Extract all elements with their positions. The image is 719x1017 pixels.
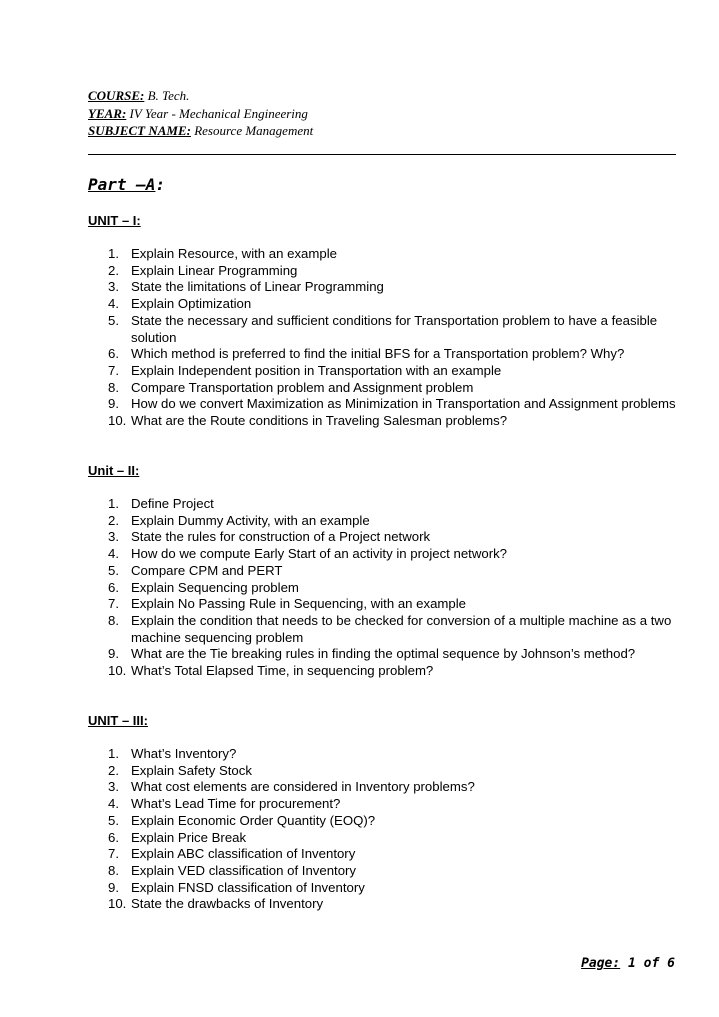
list-item xyxy=(88,663,688,680)
question-text: What are the Route conditions in Traveling Salesman problems? xyxy=(131,413,508,429)
item-number: 4. xyxy=(108,296,119,312)
item-number: 6. xyxy=(108,579,119,595)
question-text: Explain FNSD classification of Inventory xyxy=(131,879,365,895)
year-label: YEAR: xyxy=(88,105,127,121)
page-footer xyxy=(581,956,675,971)
list-item xyxy=(88,346,688,363)
item-number: 4. xyxy=(108,546,119,562)
part-heading-label: Part –A xyxy=(88,175,156,194)
list-item xyxy=(88,896,688,913)
list-item xyxy=(88,413,688,430)
list-item xyxy=(88,779,688,796)
question-text: Explain Price Break xyxy=(131,829,247,845)
unit-heading-3: UNIT – III: xyxy=(88,713,148,728)
list-item xyxy=(88,863,688,880)
course-line xyxy=(88,87,313,105)
item-number: 10. xyxy=(108,413,127,429)
list-item xyxy=(88,563,688,580)
list-item xyxy=(88,546,688,563)
item-number: 5. xyxy=(108,312,119,328)
list-item xyxy=(88,363,688,380)
list-item xyxy=(88,263,688,280)
item-number: 10. xyxy=(108,663,127,679)
question-text: Explain Resource, with an example xyxy=(131,246,337,261)
list-item xyxy=(88,746,688,763)
list-item xyxy=(88,246,688,263)
question-text: Compare Transportation problem and Assignment problem xyxy=(131,379,474,395)
question-text: How do we convert Maximization as Minimization in Transportation and Assignment problems xyxy=(131,396,676,412)
question-text: State the necessary and sufficient conditions for Transportation problem to have a feasible solution xyxy=(131,312,658,345)
year-value: IV Year - Mechanical Engineering xyxy=(126,105,308,121)
list-item xyxy=(88,496,688,513)
question-text: Define Project xyxy=(131,496,214,511)
question-text: Explain Dummy Activity, with an example xyxy=(131,512,370,528)
question-text: Explain Safety Stock xyxy=(131,762,252,778)
item-number: 1. xyxy=(108,496,119,511)
course-header xyxy=(88,87,313,140)
item-number: 3. xyxy=(108,279,119,295)
page-number: 1 of 6 xyxy=(620,956,675,971)
question-text: State the rules for construction of a Project network xyxy=(131,529,431,545)
question-text: Explain VED classification of Inventory xyxy=(131,862,357,878)
header-divider xyxy=(88,154,676,155)
unit-2-questions xyxy=(88,496,688,680)
item-number: 2. xyxy=(108,262,119,278)
item-number: 8. xyxy=(108,862,119,878)
item-number: 8. xyxy=(108,379,119,395)
part-heading xyxy=(88,175,165,194)
question-text: How do we compute Early Start of an activity in project network? xyxy=(131,546,508,562)
item-number: 1. xyxy=(108,746,119,761)
unit-heading-2: Unit – II: xyxy=(88,463,140,478)
list-item xyxy=(88,646,688,663)
question-text: What’s Inventory? xyxy=(131,746,237,761)
question-text: Explain Independent position in Transportation with an example xyxy=(131,362,502,378)
item-number: 6. xyxy=(108,346,119,362)
item-number: 10. xyxy=(108,896,127,912)
question-text: Explain Economic Order Quantity (EOQ)? xyxy=(131,812,376,828)
item-number: 2. xyxy=(108,512,119,528)
question-text: Explain Linear Programming xyxy=(131,262,298,278)
question-text: What are the Tie breaking rules in finding the optimal sequence by Johnson’s method? xyxy=(131,646,636,662)
item-number: 7. xyxy=(108,846,119,862)
question-text: What’s Lead Time for procurement? xyxy=(131,796,341,812)
item-number: 9. xyxy=(108,646,119,662)
question-text: Explain Optimization xyxy=(131,296,252,312)
subject-label: SUBJECT NAME: xyxy=(88,123,191,138)
item-number: 3. xyxy=(108,779,119,795)
item-number: 3. xyxy=(108,529,119,545)
question-text: Which method is preferred to find the initial BFS for a Transportation problem? Why? xyxy=(131,346,625,362)
question-text: State the limitations of Linear Programming xyxy=(131,279,384,295)
course-value: B. Tech. xyxy=(144,88,190,103)
question-text: Explain No Passing Rule in Sequencing, with an example xyxy=(131,596,467,612)
list-item xyxy=(88,796,688,813)
question-text: What’s Total Elapsed Time, in sequencing problem? xyxy=(131,663,434,679)
question-text: Explain the condition that needs to be checked for conversion of a multiple machine as a two machine sequencing problem xyxy=(131,612,672,645)
list-item xyxy=(88,513,688,530)
item-number: 5. xyxy=(108,812,119,828)
item-number: 9. xyxy=(108,879,119,895)
question-text: Explain Sequencing problem xyxy=(131,579,299,595)
course-label: COURSE: xyxy=(88,88,145,103)
unit-heading-1: UNIT – I: xyxy=(88,213,141,228)
list-item xyxy=(88,763,688,780)
unit-3-questions xyxy=(88,746,688,913)
item-number: 7. xyxy=(108,362,119,378)
question-text: State the drawbacks of Inventory xyxy=(131,896,324,912)
item-number: 1. xyxy=(108,246,119,261)
subject-value: Resource Management xyxy=(190,123,314,138)
list-item xyxy=(88,613,688,646)
part-heading-colon: : xyxy=(155,175,166,194)
subject-line xyxy=(88,122,313,140)
list-item xyxy=(88,380,688,397)
page-label: Page: xyxy=(581,956,621,971)
item-number: 7. xyxy=(108,596,119,612)
list-item xyxy=(88,529,688,546)
list-item xyxy=(88,846,688,863)
question-text: What cost elements are considered in Inventory problems? xyxy=(131,779,475,795)
list-item xyxy=(88,279,688,296)
unit-1-questions xyxy=(88,246,688,430)
item-number: 6. xyxy=(108,829,119,845)
list-item xyxy=(88,880,688,897)
list-item xyxy=(88,313,688,346)
item-number: 5. xyxy=(108,562,119,578)
year-line xyxy=(88,105,313,123)
item-number: 2. xyxy=(108,762,119,778)
list-item xyxy=(88,296,688,313)
list-item xyxy=(88,396,688,413)
list-item xyxy=(88,830,688,847)
item-number: 8. xyxy=(108,612,119,628)
list-item xyxy=(88,596,688,613)
item-number: 4. xyxy=(108,796,119,812)
list-item xyxy=(88,580,688,597)
list-item xyxy=(88,813,688,830)
question-text: Compare CPM and PERT xyxy=(131,562,283,578)
item-number: 9. xyxy=(108,396,119,412)
question-text: Explain ABC classification of Inventory xyxy=(131,846,356,862)
